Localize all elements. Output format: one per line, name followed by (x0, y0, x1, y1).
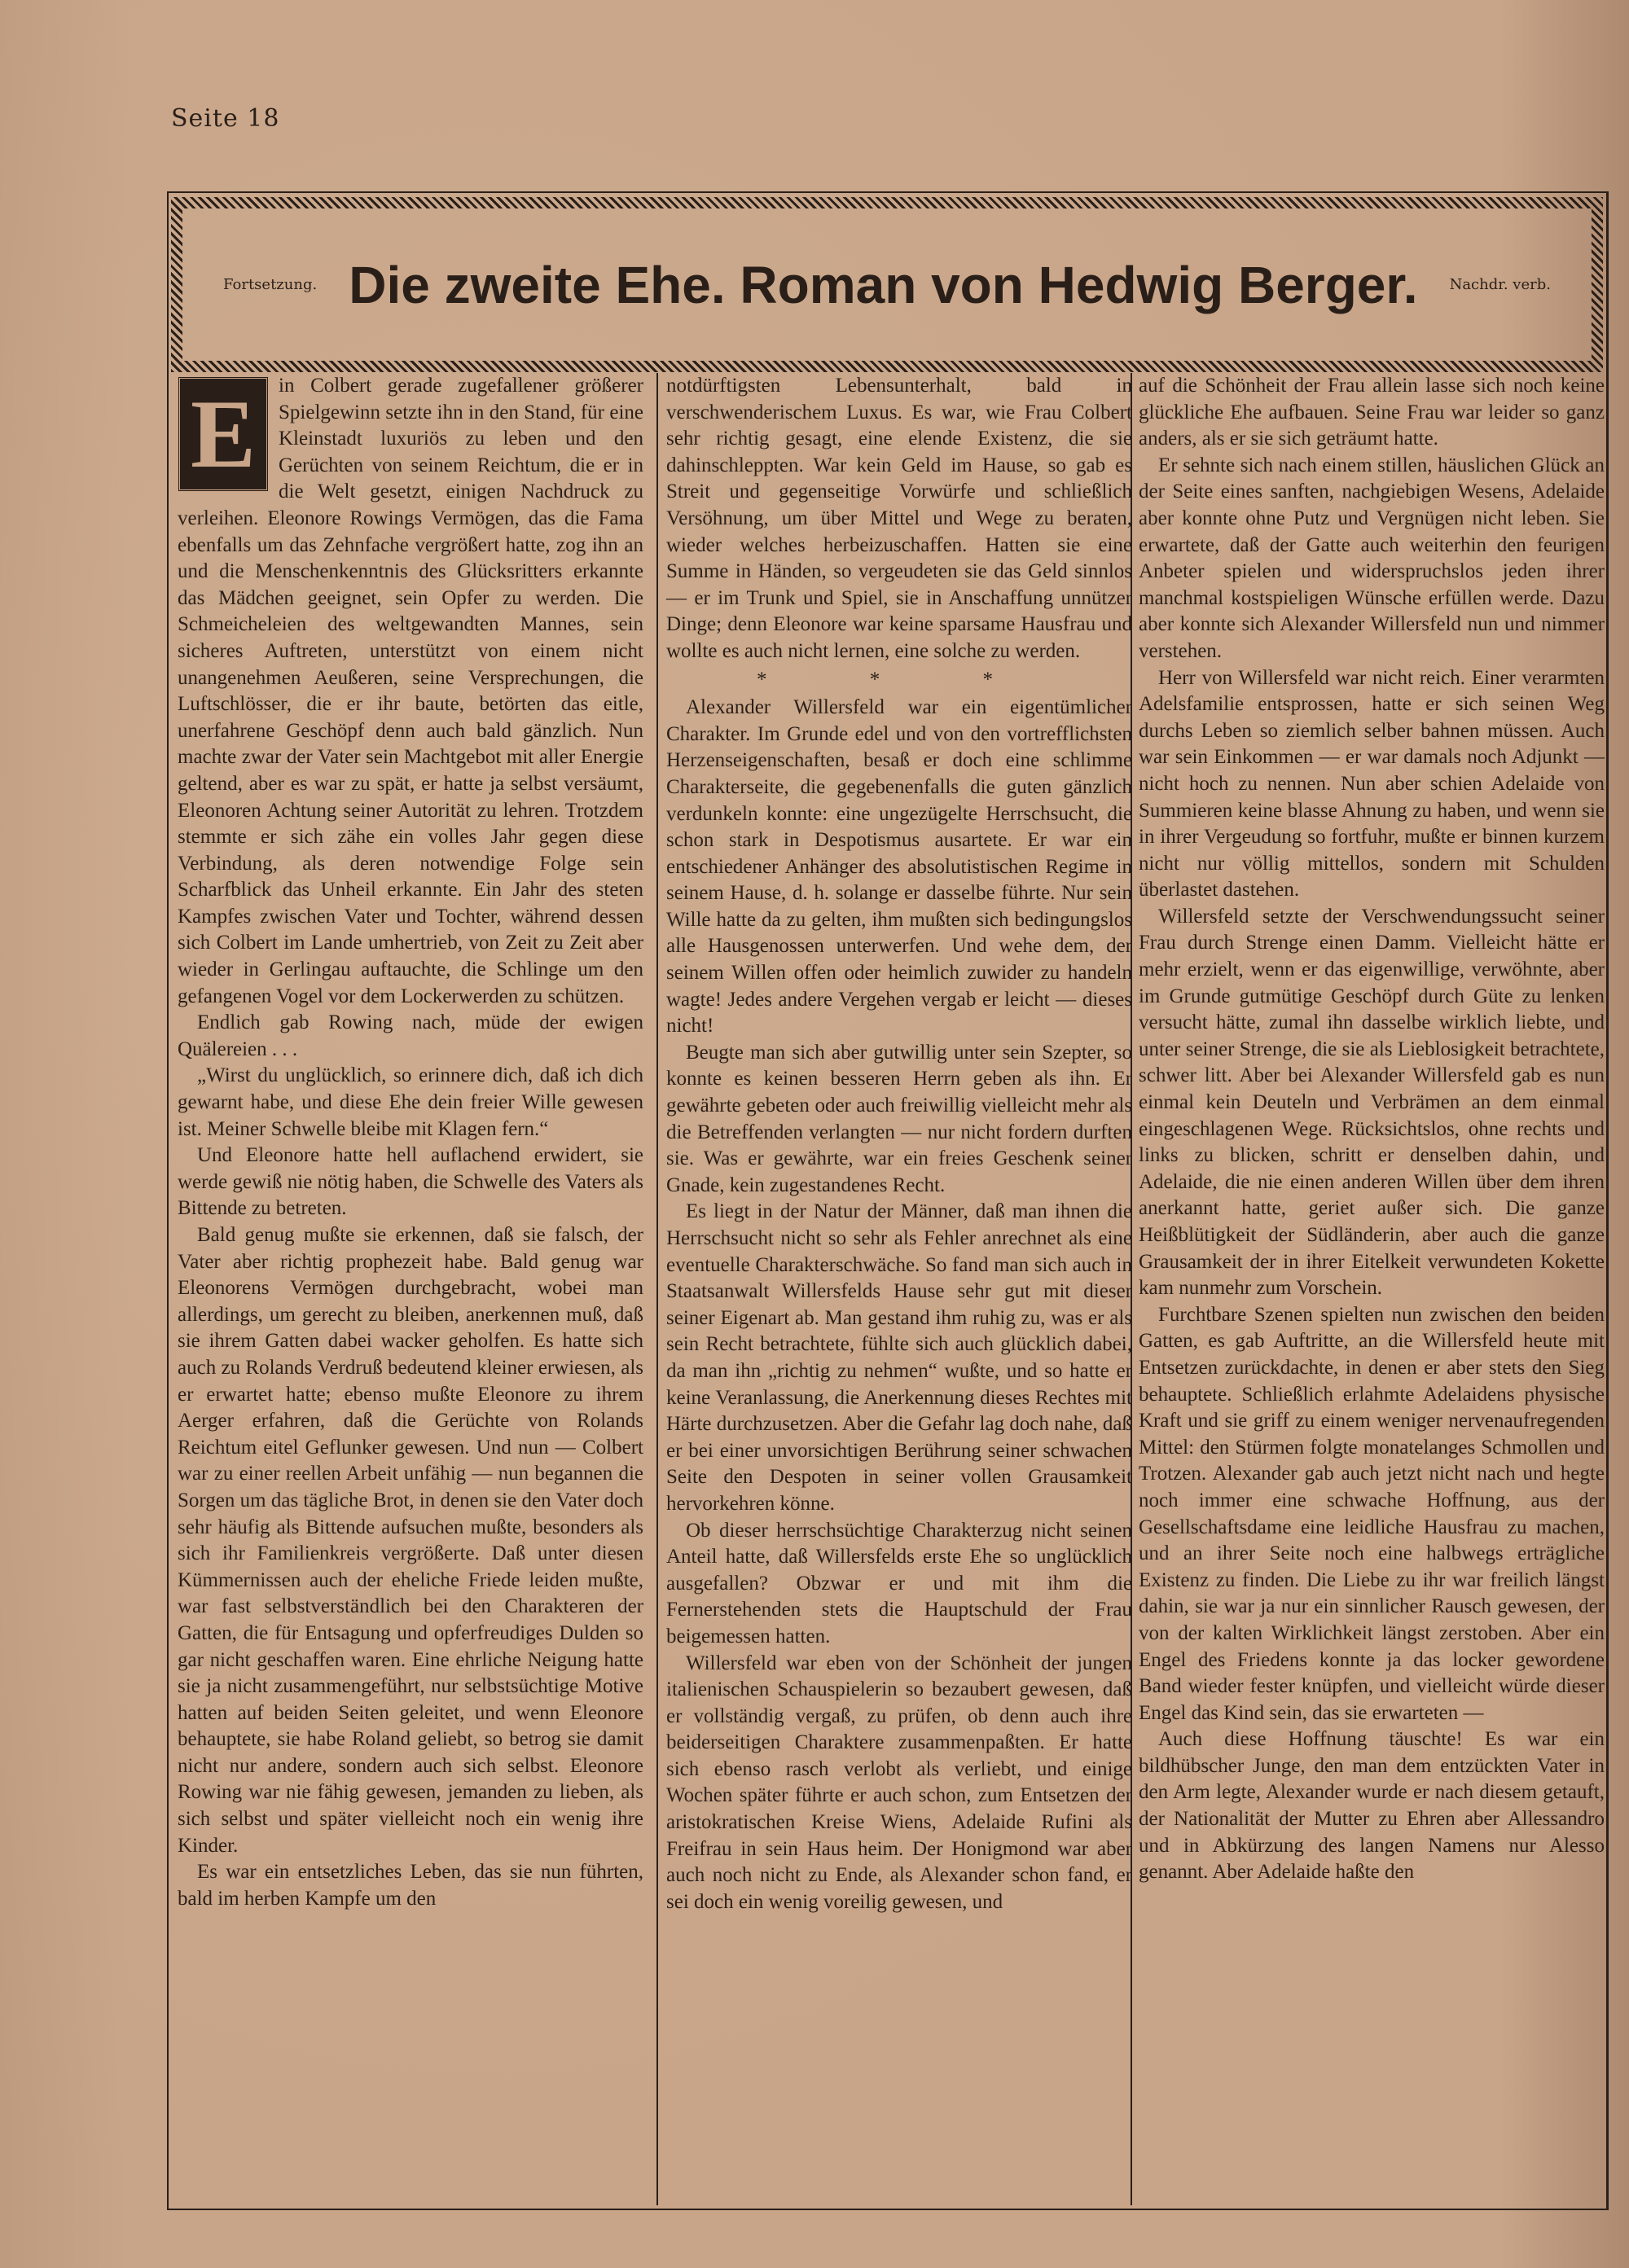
article-header (171, 197, 1603, 372)
paragraph: Auch diese Hoffnung täuschte! Es war ein bildhübscher Junge, den man dem entzückten Vater in den Arm legte, Alexander wurde er nach diesem getauft, der Nationalität der Mutter zu Ehren aber Allessandro und in Abkürzung des langen Namens nur Alesso genannt. Aber Adelaide haßte den (1139, 1728, 1605, 1884)
paragraph: Willersfeld war eben von der Schönheit der jungen italienischen Schauspielerin so bezaubert gewesen, daß er vollständig vergaß, zu prüfen, ob denn auch ihre beiderseitigen Charaktere zusammenpaßten. Er hatte sich ebenso rasch verlobt als verliebt, und einige Wochen später führte er auch schon, zum Entsetzen der aristokratischen Kreise Wiens, Adelaide Rufini als Freifrau in sein Haus heim. Der Honigmond war aber auch noch nicht zu Ende, als Alexander schon fand, er sei doch ein wenig voreilig gewesen, und (666, 1652, 1132, 1913)
page-number: Seite 18 (171, 104, 280, 133)
article-column-3 (1139, 373, 1605, 1886)
paragraph: Es liegt in der Natur der Männer, daß man ihnen die Herrschsucht nicht so sehr als Fehler anrechnet als eine eventuelle Charakterschwäche. So fand man sich auch in Staatsanwalt Willersfelds Hause sehr gut mit dieser seiner Eigenart ab. Man gestand ihm ruhig zu, was er als sein Recht betrachtete, fühlte sich auch glücklich dabei, da man ihn „richtig zu nehmen“ wußte, und so hatte er keine Veranlassung, die Anerkennung dieses Rechtes mit Härte durchzusetzen. Aber die Gefahr lag doch nahe, daß er bei einer unvorsichtigen Berührung seiner schwachen Seite den Despoten in seiner vollen Grausamkeit hervorkehren könne. (666, 1200, 1132, 1515)
paragraph: Furchtbare Szenen spielten nun zwischen den beiden Gatten, es gab Auftritte, an die Willersfeld heute mit Entsetzen zurückdachte, in denen er aber stets den Sieg behauptete. Schließlich erlahmte Adelaidens physische Kraft und sie griff zu einem weniger nervenaufregenden Mittel: den Stürmen folgte monatelanges Schmollen und Trotzen. Alexander gab auch jetzt nicht nach und hegte noch immer eine schwache Hoffnung, aus der Gesellschaftsdame eine leidliche Hausfrau zu machen, und an ihrer Seite noch eine halbwegs erträgliche Existenz zu finden. Die Liebe zu ihr war freilich längst dahin, sie war ja nur ein sinnlicher Rausch gewesen, der von der kalten Wirklichkeit längst zerstoben. Aber ein Engel des Friedens konnte ja das locker gewordene Band wieder fester knüpfen, und vielleicht würde dieser Engel das Kind sein, das sie erwarteten — (1139, 1303, 1605, 1724)
article-column-2 (666, 373, 1132, 1915)
paragraph: Ob dieser herrschsüchtige Charakterzug nicht seinen Anteil hatte, daß Willersfelds erste Ehe so unglücklich ausgefallen? Obzwar er und mit ihm die Fernerstehenden stets die Hauptschuld der Frau beigemessen hatten. (666, 1519, 1132, 1647)
section-separator: * * * (757, 668, 1042, 691)
column-divider (656, 373, 658, 2205)
paragraph: Endlich gab Rowing nach, müde der ewigen Quälereien . . . (178, 1011, 643, 1060)
continued-label: Fortsetzung. (223, 276, 318, 293)
paragraph: in Colbert gerade zugefallener größerer Spielgewinn setzte ihn in den Stand, für eine Kleinstadt luxuriös zu leben und den Gerüchten von seinem Reichtum, die er in die Welt gesetzt, einigen Nachdruck zu verleihen. Eleonore Rowings Vermögen, das die Fama ebenfalls um das Zehnfache vergrößert hatte, zog ihn an und die Menschenkenntnis des Glücksritters erkannte das Mädchen geeignet, sein Opfer zu werden. Die Schmeicheleien des weltgewandten Mannes, sein sicheres Auftreten, unterstützt von einem nicht unangenehmen Aeußeren, seine Versprechungen, die Luftschlösser, die er ihr baute, betörten das eitle, unerfahrene Geschöpf denn auch bald gänzlich. Nun machte zwar der Vater sein Machtgebot mit aller Energie geltend, aber es war zu spät, er hatte ja selbst versäumt, Eleonoren Achtung seiner Autorität zu lehren. Trotzdem stemmte er sich zähe ein volles Jahr gegen diese Verbindung, als deren notwendige Folge sein Scharfblick das Unheil erkannte. Ein Jahr des steten Kampfes zwischen Vater und Tochter, während dessen sich Colbert im Lande umhertrieb, von Zeit zu Zeit aber wieder in Gerlingau auftauchte, die Schlinge um den gefangenen Vogel vor dem Lockerwerden zu schützen. (178, 375, 643, 1007)
paragraph: Bald genug mußte sie erkennen, daß sie falsch, der Vater aber richtig prophezeit habe. Bald genug war Eleonorens Vermögen durchgebracht, wobei man allerdings, um gerecht zu bleiben, anerkennen muß, daß sie ihrem Gatten dabei wacker geholfen. Es hatte sich auch zu Rolands Verdruß bedeutend kleiner erwiesen, als er erwartet hatte; ebenso mußte Eleonore zu ihrem Aerger erfahren, daß die Gerüchte von Rolands Reichtum eitel Geflunker gewesen. Und nun — Colbert war zu einer reellen Arbeit unfähig — nun begannen die Sorgen um das tägliche Brot, in denen sie den Vater doch sehr häufig als Bittende aufsuchen mußte, besonders als sich ihr Familienkreis vergrößerte. Daß unter diesen Kümmernissen auch der eheliche Friede leiden mußte, war fast selbstverständlich bei den Charakteren der Gatten, die für Entsagung und opferfreudiges Dulden so gar nicht geschaffen waren. Eine ehrliche Neigung hatte sie ja nicht zusammengeführt, nur selbstsüchtige Motive hatten auf beiden Seiten geleitet, und wenn Eleonore behauptete, sie habe Roland geliebt, so betrog sie damit nicht nur andere, sondern auch sich selbst. Eleonore Rowing war nie fähig gewesen, jemanden zu lieben, als sich selbst und später vielleicht noch ein wenig ihre Kinder. (178, 1224, 643, 1857)
paragraph: Beugte man sich aber gutwillig unter sein Szepter, so konnte es keinen besseren Herrn geben als ihn. Er gewährte gebeten oder auch freiwillig vielleicht mehr als die Betreffenden verlangten — nur nicht fordern durften sie. Was er gewährte, war ein freies Geschenk seiner Gnade, kein zugestandenes Recht. (666, 1041, 1132, 1196)
paragraph: auf die Schönheit der Frau allein lasse sich noch keine glückliche Ehe aufbauen. Seine Frau war leider so ganz anders, als er sie sich geträumt hatte. (1139, 375, 1605, 450)
paragraph: Es war ein entsetzliches Leben, das sie nun führten, bald im herben Kampfe um den (178, 1861, 643, 1910)
paragraph: Herr von Willersfeld war nicht reich. Einer verarmten Adelsfamilie entsprossen, hatte er sich seinen Weg durchs Leben so ziemlich selber bahnen müssen. Auch war sein Einkommen — er war damals noch Adjunkt — nicht hoch zu nennen. Nun aber schien Adelaide von Summieren keine blasse Ahnung zu haben, und wenn sie in ihrer Vergeudung so fortfuhr, mußte er binnen kurzem nicht nur völlig mittellos, sondern mit Schulden überlastet dastehen. (1139, 666, 1605, 901)
paragraph: „Wirst du unglücklich, so erinnere dich, daß ich dich gewarnt habe, und diese Ehe dein freier Wille gewesen ist. Meiner Schwelle bleibe mit Klagen fern.“ (178, 1064, 643, 1140)
drop-cap-initial: E (178, 376, 269, 492)
paragraph: notdürftigsten Lebensunterhalt, bald in verschwenderischem Luxus. Es war, wie Frau Colbert sehr richtig gesagt, eine elende Existenz, die sie dahinschleppten. War kein Geld im Hause, so gab es Streit und gegenseitige Vorwürfe und schließlich Versöhnung, um über Mittel und Wege zu beraten, wieder welches herbeizuschaffen. Hatten sie eine Summe in Händen, so vergeudeten sie das Geld sinnlos — er im Trunk und Spiel, sie in Anschaffung unnützer Dinge; denn Eleonore war keine sparsame Hausfrau und wollte es auch nicht lernen, eine solche zu werden. (666, 375, 1132, 662)
paragraph: Alexander Willersfeld war ein eigentümlicher Charakter. Im Grunde edel und von den vortrefflichsten Herzenseigenschaften, besaß er doch eine schlimme Charakterseite, die gegebenenfalls die guten gänzlich verdunkeln konnte: eine ungezügelte Herrschsucht, die schon stark in Despotismus ausartete. Er war ein entschiedener Anhänger des absolutistischen Regime in seinem Hause, d. h. solange er dasselbe führte. Nur sein Wille hatte da zu gelten, ihm mußten sich bedingungslos alle Hausgenossen unterwerfen. Und wehe dem, der seinem Willen offen oder heimlich zuwider zu handeln wagte! Jedes andere Vergehen vergab er leicht — dieses nicht! (666, 696, 1132, 1037)
paragraph: Und Eleonore hatte hell auflachend erwidert, sie werde gewiß nie nötig haben, die Schwelle des Vaters als Bittende zu betreten. (178, 1144, 643, 1220)
reprint-notice: Nachdr. verb. (1449, 276, 1551, 293)
paragraph: Willersfeld setzte der Verschwendungssucht seiner Frau durch Strenge einen Damm. Vielleicht hätte er mehr erzielt, wenn er das eigenwillige, verwöhnte, aber im Grunde gutmütige Geschöpf durch Güte zu lenken versucht hätte, zumal ihn dasselbe wirklich liebte, und unter seiner Strenge, die sie als Lieblosigkeit betrachtete, schwer litt. Aber bei Alexander Willersfeld gab es nun einmal kein Deuteln und Verbrämen an dem einmal eingeschlagenen Wege. Rücksichtslos, ohne rechts und links zu blicken, schritt er denselben dahin, und Adelaide, die nie einen anderen Willen über dem ihren anerkannt hatte, geriet außer sich. Die ganze Heißblütigkeit der Südländerin, aber auch die ganze Grausamkeit der in ihrer Eitelkeit verwundeten Kokette kam nunmehr zum Vorschein. (1139, 905, 1605, 1300)
article-column-1 (178, 373, 643, 1912)
paragraph: Er sehnte sich nach einem stillen, häuslichen Glück an der Seite eines sanften, nachgiebigen Wesens, Adelaide aber konnte ohne Putz und Vergnügen nicht leben. Sie erwartete, daß der Gatte auch weiterhin den feurigen Anbeter spielen und widerspruchslos jeden ihrer manchmal kostspieligen Wünsche erfüllen werde. Dazu aber konnte sich Alexander Willersfeld nun und nimmer verstehen. (1139, 454, 1605, 662)
article-title: Die zweite Ehe. Roman von Hedwig Berger. (349, 255, 1418, 314)
